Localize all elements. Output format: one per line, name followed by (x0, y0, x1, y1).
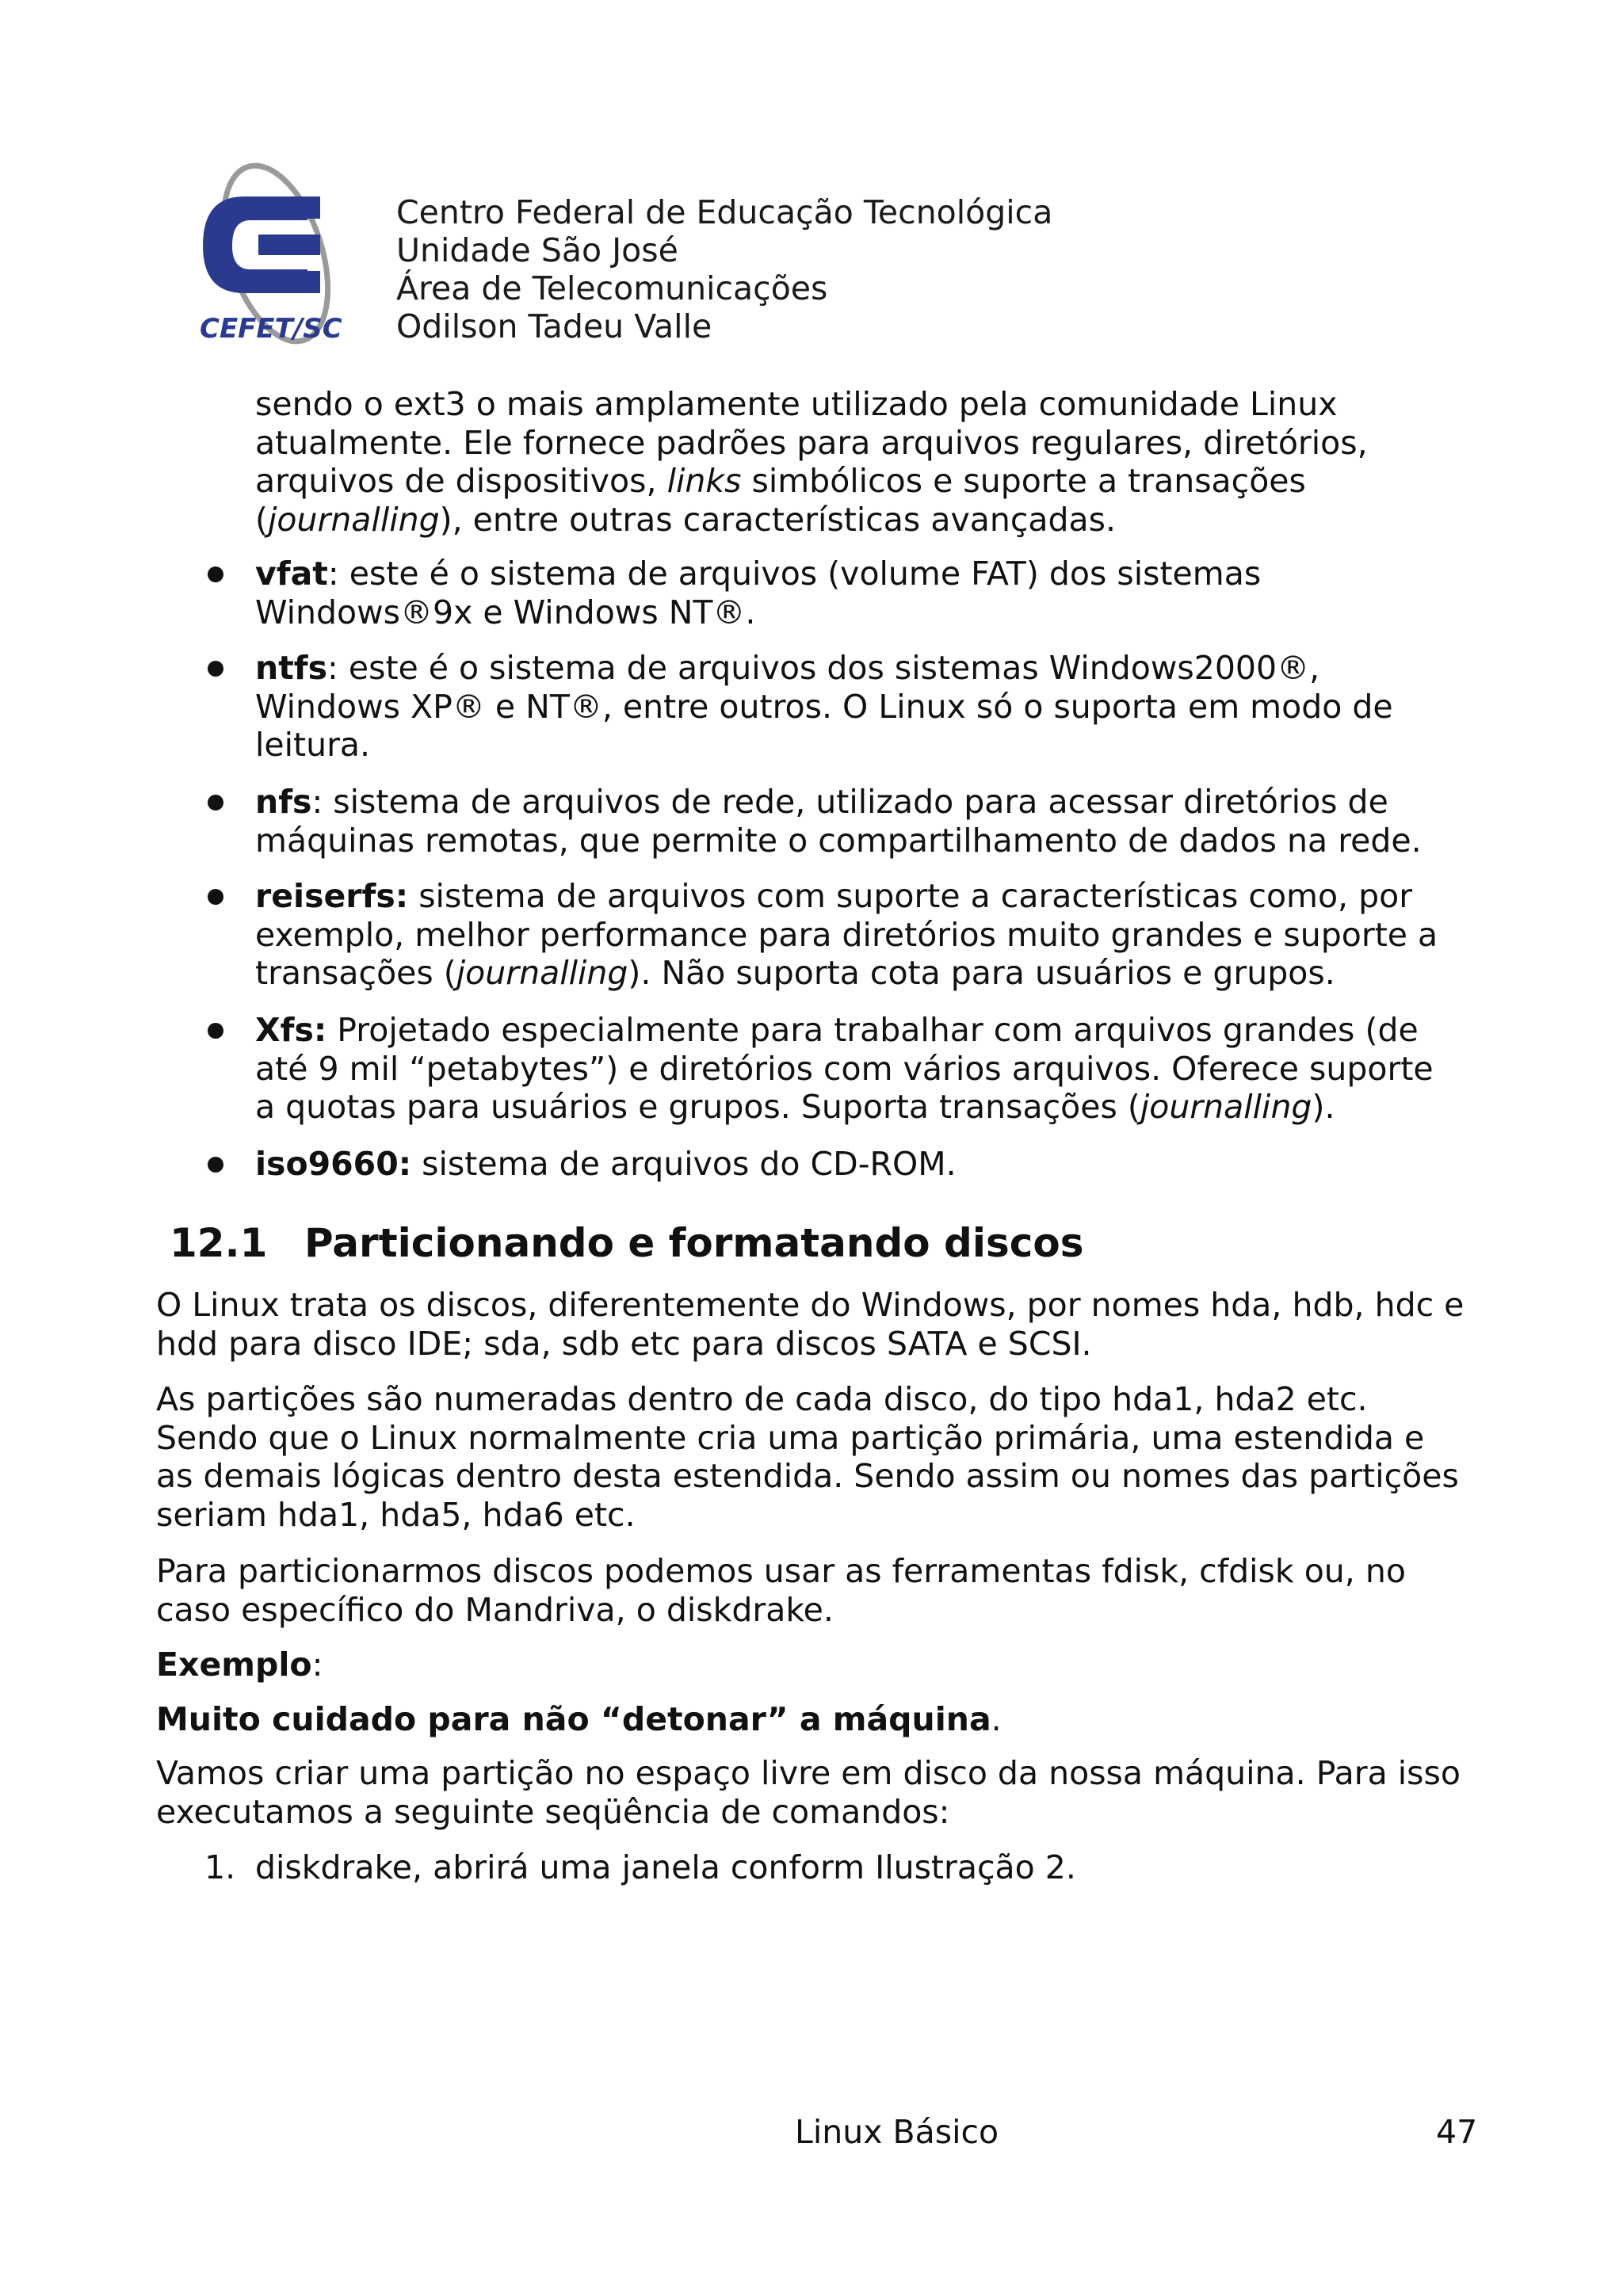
warning-line: Muito cuidado para não “detonar” a máquina. (156, 1700, 1002, 1738)
footer-title: Linux Básico (795, 2113, 999, 2151)
bullet-term: iso9660: (255, 1145, 412, 1183)
bullet-item-reiserfs: reiserfs: sistema de arquivos com suporte a características como, por exemplo, melhor performance para diretórios muito grandes e suporte a transações (journalling). Não suporta cota para usuários e grupos. (255, 877, 1438, 992)
bullet-term: ntfs (255, 649, 328, 687)
cefet-logo (189, 158, 379, 357)
header-line-institution: Centro Federal de Educação Tecnológica (396, 193, 1053, 231)
bullet-term: nfs (255, 783, 312, 821)
intro-paragraph (255, 385, 1523, 539)
bullet-dot (208, 1023, 223, 1039)
logo-e-bar-middle (258, 235, 320, 255)
header-line-unit: Unidade São José (396, 231, 678, 269)
section-title: Particionando e formatando discos (304, 1220, 1084, 1266)
intro-line: atualmente. Ele fornece padrões para arquivos regulares, diretórios, (255, 423, 1368, 462)
step-number: 1. (204, 1848, 236, 1886)
bullet-dot (208, 889, 223, 905)
intro-line: sendo o ext3 o mais amplamente utilizado pela comunidade Linux (255, 385, 1338, 423)
paragraph-disk-names: O Linux trata os discos, diferentemente do Windows, por nomes hda, hdb, hdc e hdd para disco IDE; sda, sdb etc para discos SATA e SCSI. (156, 1286, 1465, 1363)
paragraph-tools: Para particionarmos discos podemos usar as ferramentas fdisk, cfdisk ou, no caso específico do Mandriva, o diskdrake. (156, 1552, 1406, 1629)
section-number: 12.1 (170, 1220, 268, 1266)
bullet-dot (208, 661, 223, 677)
header-line-author: Odilson Tadeu Valle (396, 307, 712, 345)
bullet-item-ntfs: ntfs: este é o sistema de arquivos dos sistemas Windows2000®, Windows XP® e NT®, entre outros. O Linux só o suporta em modo de leitura. (255, 649, 1393, 764)
bullet-item-vfat: vfat: este é o sistema de arquivos (volume FAT) dos sistemas Windows®9x e Windows NT®. (255, 555, 1262, 631)
header-block (396, 193, 1052, 345)
intro-line: arquivos de dispositivos, links simbólicos e suporte a transações (255, 462, 1306, 500)
bullet-term: Xfs: (255, 1011, 327, 1049)
bullet-dot (208, 566, 223, 582)
bullet-item-xfs: Xfs: Projetado especialmente para trabalhar com arquivos grandes (de até 9 mil “petabytes”) e diretórios com vários arquivos. Oferece suporte a quotas para usuários e grupos. Suporta transações (journalling). (255, 1011, 1434, 1126)
bullet-term: vfat (255, 555, 328, 593)
logo-e-bar-bottom (258, 271, 320, 293)
page-number: 47 (1436, 2113, 1478, 2151)
intro-line: (journalling), entre outras características avançadas. (255, 500, 1117, 539)
bullet-item-nfs: nfs: sistema de arquivos de rede, utilizado para acessar diretórios de máquinas remotas, que permite o compartilhamento de dados na rede. (255, 783, 1422, 860)
paragraph-create-partition: Vamos criar uma partição no espaço livre em disco da nossa máquina. Para isso executamos a seguinte seqüência de comandos: (156, 1754, 1461, 1831)
bullet-dot (208, 795, 223, 810)
logo-text: CEFET/SC (200, 313, 342, 345)
bullet-term: reiserfs: (255, 877, 409, 915)
logo-e-bar-top (258, 196, 320, 219)
bullet-item-iso9660: iso9660: sistema de arquivos do CD-ROM. (255, 1145, 957, 1183)
example-label: Exemplo: (156, 1646, 323, 1684)
step-text: diskdrake, abrirá uma janela conform Ilustração 2. (255, 1848, 1076, 1886)
section-heading (170, 1220, 1084, 1266)
header-line-area: Área de Telecomunicações (396, 269, 828, 307)
bullet-dot (208, 1157, 223, 1173)
paragraph-partitions: As partições são numeradas dentro de cada disco, do tipo hda1, hda2 etc. Sendo que o Linux normalmente cria uma partição primária, uma estendida e as demais lógicas dentro desta estendida. Sendo assim ou nomes das partições seriam hda1, hda5, hda6 etc. (156, 1380, 1459, 1534)
